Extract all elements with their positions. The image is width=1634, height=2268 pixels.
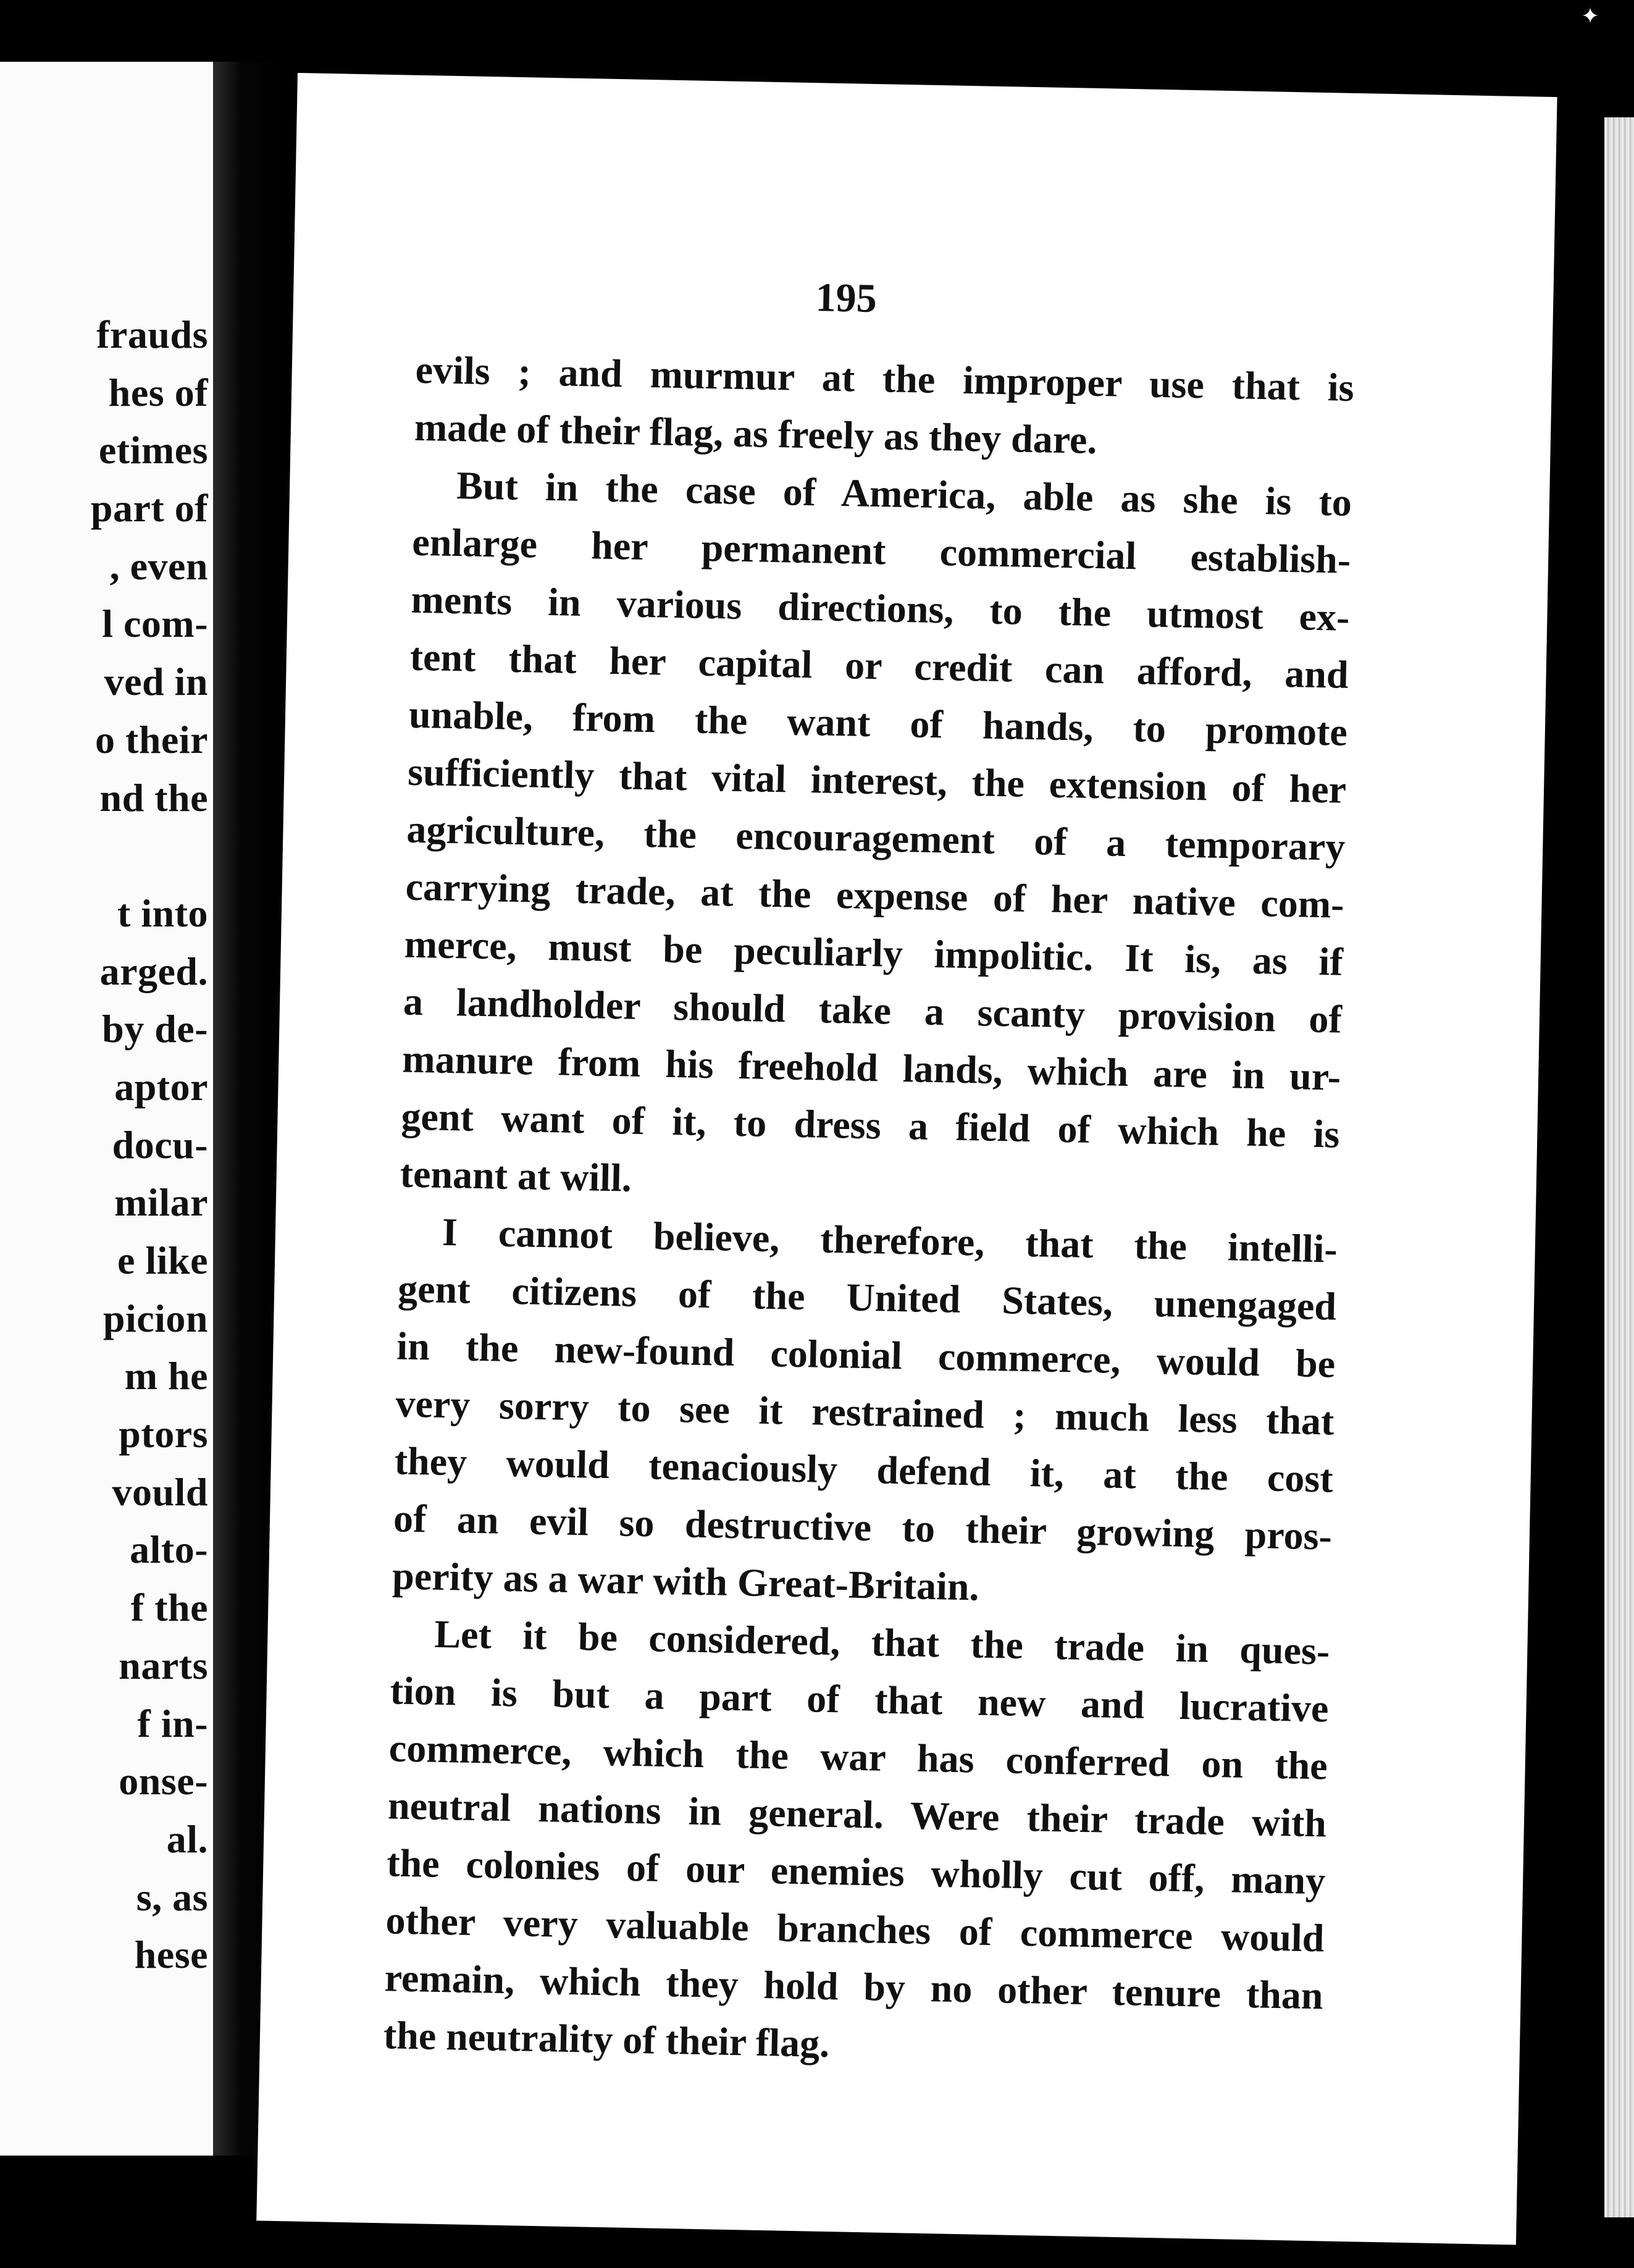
text-line: remain, which they hold by no other tenure than (384, 1955, 1324, 2018)
text-line: evils ; and murmur at the improper use that is (415, 347, 1355, 410)
page-edges (1604, 117, 1634, 2217)
left-page-line: o their (95, 717, 208, 762)
text-line: tent that her capital or credit can afford, and (409, 634, 1349, 697)
left-page-line: aptor (114, 1064, 208, 1109)
left-page-line: ved in (104, 660, 208, 704)
left-page-line: milar (114, 1180, 208, 1225)
left-page-line: f in- (137, 1701, 208, 1745)
text-line: merce, must be peculiarly impolitic. It is, as if (404, 922, 1344, 984)
text-line: unable, from the want of hands, to promote (408, 692, 1348, 754)
left-page-line: docu- (112, 1122, 208, 1167)
text-line: neutral nations in general. Were their trade with (387, 1783, 1327, 1846)
text-line: in the new-found colonial commerce, would be (396, 1324, 1336, 1386)
left-page-line: frauds (96, 313, 208, 356)
page-number: 195 (815, 275, 878, 322)
text-line: manure from his freehold lands, which are in ur- (401, 1036, 1341, 1099)
text-line: sufficiently that vital interest, the extension of her (407, 749, 1347, 812)
page-body-text (383, 341, 1354, 2082)
text-line: carrying trade, at the expense of her native com- (405, 864, 1345, 926)
left-page-line (0, 826, 208, 884)
text-line: very sorry to see it restrained ; much less that (395, 1381, 1335, 1443)
left-page-line: part of (90, 486, 208, 531)
corner-mark: ✦ (1581, 4, 1600, 29)
text-line: other very valuable branches of commerce would (385, 1898, 1325, 1960)
paragraph (392, 1203, 1338, 1623)
paragraph (414, 341, 1354, 474)
text-line: the neutrality of their flag. (383, 2013, 830, 2066)
text-line: gent citizens of the United States, unengaged (397, 1266, 1337, 1329)
left-page-line: nd the (99, 775, 208, 820)
text-line: tion is but a part of that new and lucrative (390, 1668, 1330, 1731)
left-page-line: picion (103, 1296, 208, 1340)
left-page-line: alto- (130, 1527, 208, 1572)
left-page-line: hes of (108, 370, 208, 414)
left-page-line: hese (134, 1933, 208, 1977)
text-line: I cannot believe, therefore, that the intelli- (442, 1209, 1338, 1271)
left-page-line: l com- (102, 602, 208, 646)
text-line: perity as a war with Great-Britain. (392, 1553, 980, 1609)
left-page-line: m he (124, 1354, 208, 1398)
left-page-line: narts (119, 1643, 208, 1687)
left-page-line: t into (117, 891, 208, 935)
text-line: made of their flag, as freely as they dare. (414, 405, 1098, 462)
text-line: they would tenaciously defend it, at the cost (394, 1438, 1334, 1501)
text-line: tenant at will. (400, 1151, 632, 1200)
text-line: ments in various directions, to the utmost ex- (410, 577, 1351, 639)
text-line: agriculture, the encouragement of a temporary (406, 807, 1346, 869)
left-page-line: by de- (102, 1007, 208, 1051)
text-line: Let it be considered, that the trade in ques- (434, 1611, 1330, 1673)
left-page-line: vould (112, 1469, 208, 1514)
left-page-line: e like (117, 1238, 208, 1282)
left-page-text (0, 306, 208, 1984)
text-line: a landholder should take a scanty provision of (403, 979, 1343, 1041)
paragraph (383, 1604, 1330, 2081)
left-page-line: , even (109, 544, 208, 588)
left-page-line: f the (130, 1586, 208, 1630)
left-page-line: arged. (99, 949, 208, 993)
text-line: commerce, which the war has conferred on the (388, 1726, 1328, 1788)
left-page-line: al. (166, 1816, 208, 1861)
text-line: enlarge her permanent commercial establish- (411, 519, 1351, 582)
right-page (256, 73, 1557, 2245)
left-page (0, 62, 213, 2156)
text-line: of an evil so destructive to their growing pros- (393, 1496, 1333, 1558)
left-page-line: onse- (119, 1759, 208, 1804)
text-line: gent want of it, to dress a field of which he is (400, 1094, 1341, 1156)
left-page-line: s, as (136, 1875, 208, 1919)
text-line: But in the case of America, able as she is to (456, 463, 1352, 524)
left-page-line: ptors (119, 1412, 208, 1456)
left-page-line: etimes (98, 428, 208, 472)
text-line: the colonies of our enemies wholly cut off, many (386, 1841, 1326, 1903)
paragraph (400, 456, 1352, 1220)
